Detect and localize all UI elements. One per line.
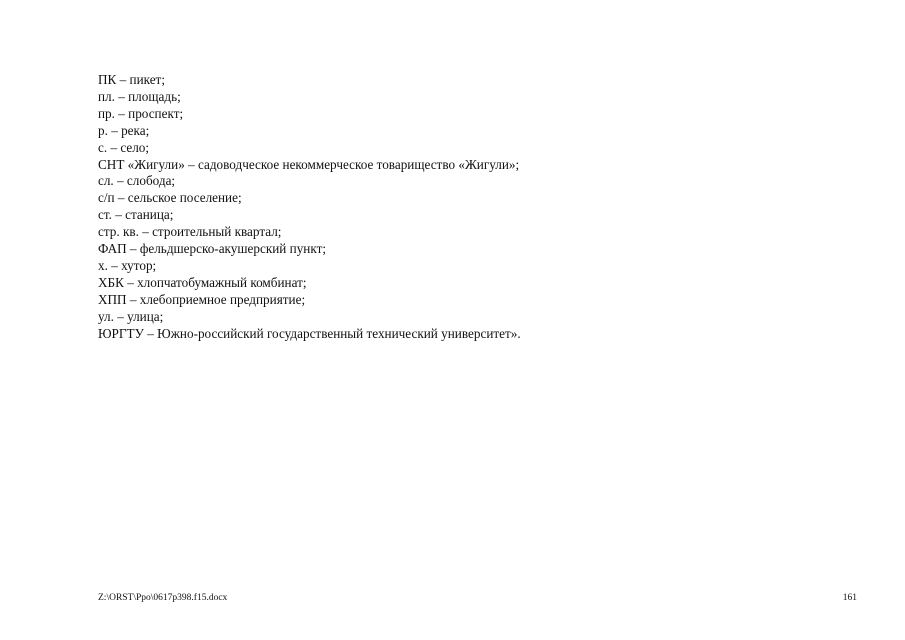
abbreviation-line: с/п – сельское поселение; — [98, 190, 242, 206]
abbreviation-line: ЮРГТУ – Южно-российский государственный технический университет». — [98, 325, 521, 341]
abbreviation-line: х. – хутор; — [98, 257, 157, 273]
abbreviation-list — [98, 72, 858, 343]
abbreviation-line: стр. кв. – строительный квартал; — [98, 224, 282, 240]
abbreviation-line: р. – река; — [98, 122, 150, 138]
abbreviation-line: с. – село; — [98, 139, 150, 155]
abbreviation-line: СНТ «Жигули» – садоводческое некоммерческое товарищество «Жигули»; — [98, 156, 520, 172]
abbreviation-line: ХБК – хлопчатобумажный комбинат; — [98, 274, 307, 290]
abbreviation-line: ПК – пикет; — [98, 72, 165, 87]
abbreviation-line: пл. – площадь; — [98, 88, 181, 104]
abbreviation-line: ФАП – фельдшерско-акушерский пункт; — [98, 241, 327, 257]
abbreviation-line: ХПП – хлебоприемное предприятие; — [98, 291, 306, 307]
abbreviation-line: ст. – станица; — [98, 207, 174, 223]
footer-page-number: 161 — [842, 593, 857, 603]
abbreviation-line: пр. – проспект; — [98, 105, 184, 121]
abbreviation-line: ул. – улица; — [98, 308, 164, 324]
footer-file-path: Z:\ORST\Ppo\0617p398.f15.docx — [98, 593, 228, 603]
abbreviation-line: сл. – слобода; — [98, 173, 176, 189]
